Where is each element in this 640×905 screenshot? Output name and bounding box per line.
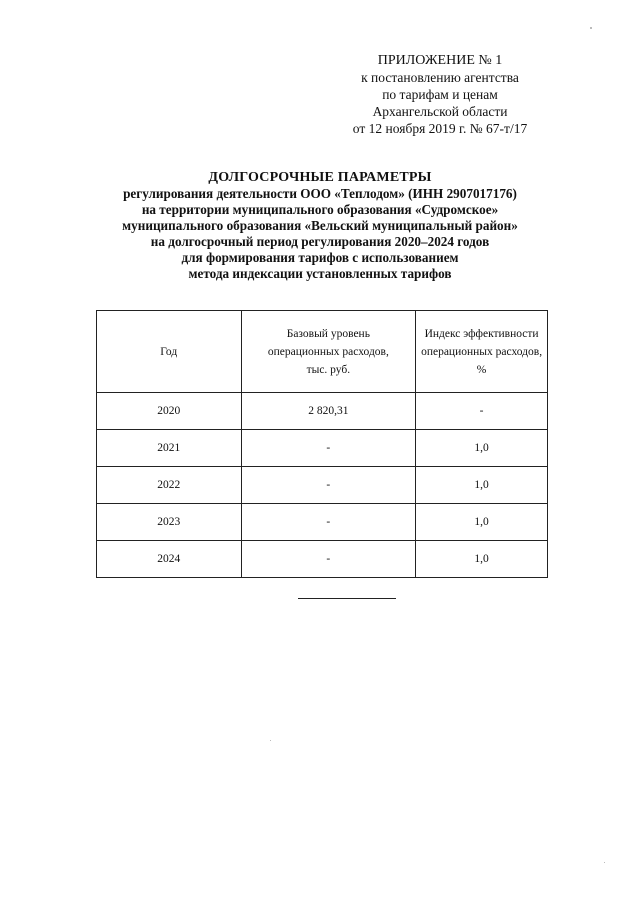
title-main: ДОЛГОСРОЧНЫЕ ПАРАМЕТРЫ	[208, 170, 432, 185]
document-title	[60, 170, 580, 282]
header-efficiency-index	[416, 311, 548, 393]
appendix-header	[320, 52, 560, 137]
cell-year: 2022	[97, 467, 242, 504]
header-text: операционных расходов,	[267, 345, 389, 358]
scan-speck	[604, 862, 605, 863]
header-text: Базовый уровень	[286, 327, 370, 340]
title-line: муниципального образования «Вельский муниципальный район»	[122, 218, 518, 233]
header-text: Индекс эффективности	[424, 327, 539, 340]
cell-year: 2024	[97, 541, 242, 578]
table-row	[97, 504, 548, 541]
appendix-ref-line: Архангельской области	[372, 104, 508, 119]
title-line: метода индексации установленных тарифов	[188, 266, 452, 281]
parameters-table	[96, 310, 548, 578]
title-line: на территории муниципального образования «Судромское»	[141, 202, 499, 217]
cell-index: 1,0	[416, 467, 548, 504]
table-row	[97, 430, 548, 467]
scan-speck	[590, 27, 592, 29]
cell-base: -	[241, 467, 416, 504]
cell-base: 2 820,31	[241, 393, 416, 430]
header-year: Год	[97, 311, 242, 393]
table-row	[97, 393, 548, 430]
appendix-date-line: от 12 ноября 2019 г. № 67-т/17	[352, 121, 528, 136]
cell-index: 1,0	[416, 504, 548, 541]
cell-year: 2023	[97, 504, 242, 541]
header-text: тыс. руб.	[306, 363, 351, 376]
header-base-level	[241, 311, 416, 393]
cell-base: -	[241, 430, 416, 467]
cell-base: -	[241, 541, 416, 578]
cell-year: 2020	[97, 393, 242, 430]
table-header-row	[97, 311, 548, 393]
title-line: для формирования тарифов с использованием	[181, 250, 459, 265]
appendix-number: ПРИЛОЖЕНИЕ № 1	[377, 53, 503, 68]
appendix-ref-line: по тарифам и ценам	[382, 87, 498, 102]
header-text: %	[476, 363, 487, 376]
scan-speck	[270, 740, 271, 741]
title-line: на долгосрочный период регулирования 2020–2024 годов	[150, 234, 490, 249]
table-row	[97, 541, 548, 578]
cell-index: 1,0	[416, 541, 548, 578]
header-text: операционных расходов,	[421, 345, 543, 358]
title-line: регулирования деятельности ООО «Теплодом» (ИНН 2907017176)	[123, 186, 517, 201]
cell-index: -	[416, 393, 548, 430]
table-row	[97, 467, 548, 504]
closing-divider	[298, 598, 396, 599]
appendix-ref-line: к постановлению агентства	[361, 70, 519, 85]
cell-base: -	[241, 504, 416, 541]
cell-index: 1,0	[416, 430, 548, 467]
cell-year: 2021	[97, 430, 242, 467]
